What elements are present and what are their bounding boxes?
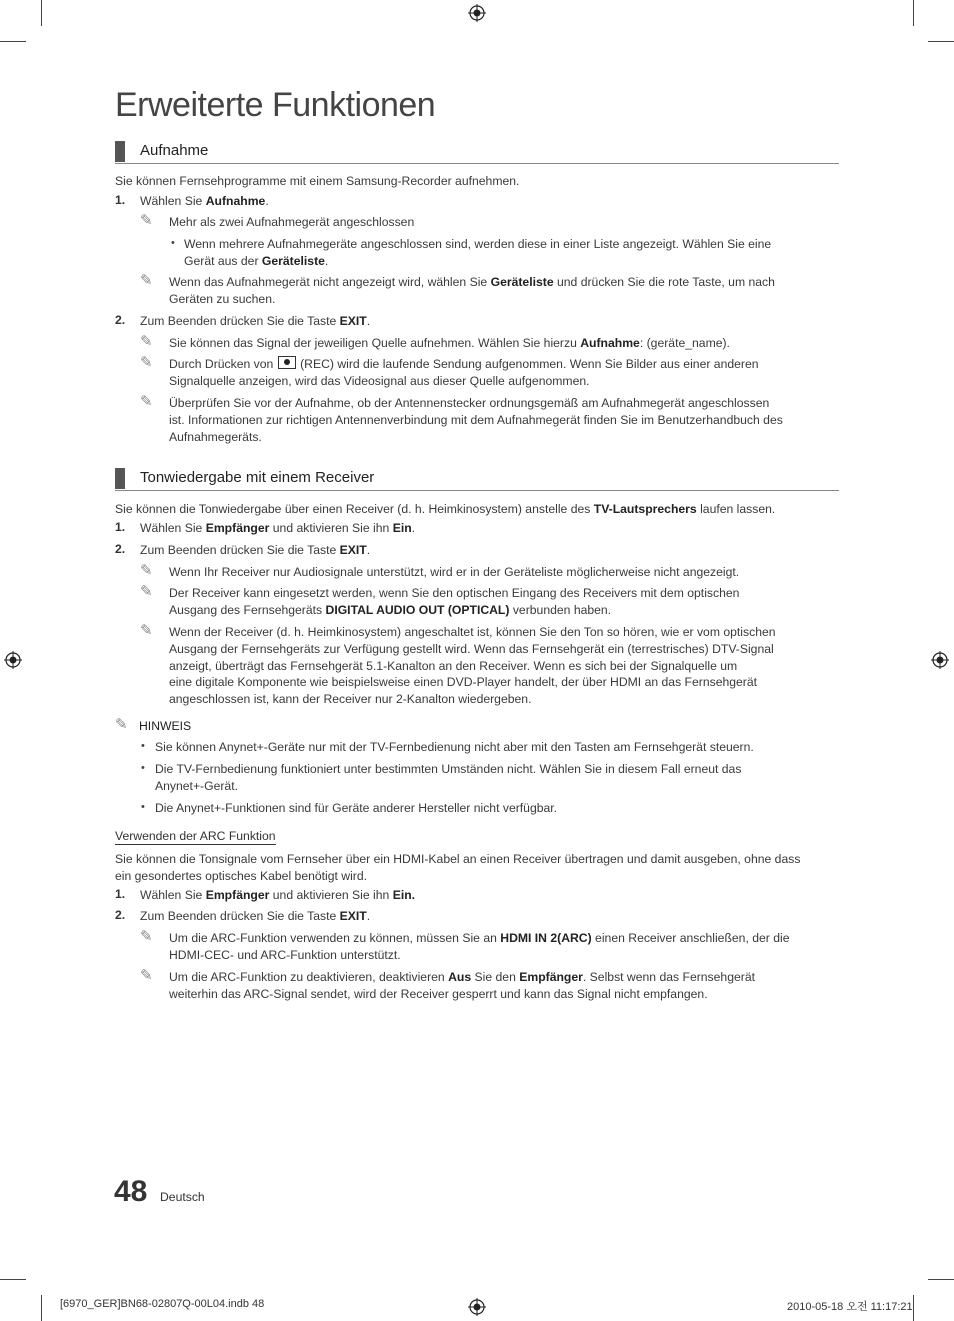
hinweis-label: HINWEIS (139, 719, 192, 733)
section-heading-tonwiedergabe (115, 468, 839, 491)
note-pencil-icon: ✎ (140, 967, 153, 984)
note-pencil-icon: ✎ (140, 622, 153, 639)
note-pencil-icon: ✎ (140, 928, 153, 945)
note-text: Der Receiver kann eingesetzt werden, wenn Sie den optischen Eingang des Receivers mit dem optischen Ausgang des Fernsehgeräts DIGITAL AUDIO OUT (OPTICAL) verbunden haben. (169, 586, 740, 617)
crop-mark (913, 1295, 914, 1321)
intro-text: Sie können die Tonsignale vom Fernseher über ein HDMI-Kabel an einen Receiver übertragen und damit ausgeben, ohne dass ein gesondertes optisches Kabel benötigt wird. (115, 852, 801, 883)
crop-mark (913, 0, 914, 26)
bullet-icon: • (141, 762, 145, 774)
heading-bar (115, 468, 125, 489)
crop-mark (0, 41, 26, 42)
intro-text: Sie können Fernsehprogramme mit einem Samsung-Recorder aufnehmen. (115, 174, 520, 188)
note-pencil-icon: ✎ (115, 716, 128, 733)
step-text: Zum Beenden drücken Sie die Taste EXIT. (140, 909, 371, 923)
heading-text: Tonwiedergabe mit einem Receiver (140, 469, 375, 486)
step-number: 1. (115, 520, 126, 534)
bullet-text: Die Anynet+-Funktionen sind für Geräte anderer Hersteller nicht verfügbar. (155, 801, 558, 815)
step-number: 1. (115, 887, 126, 901)
note-text: Überprüfen Sie vor der Aufnahme, ob der Antennenstecker ordnungsgemäß am Aufnahmegerät angeschlossen ist. Informationen zur richtigen Antennenverbindung mit dem Aufnahmegerät finden Sie im Benutzerhandbuch des Aufnahmegeräts. (169, 396, 783, 444)
crop-mark (41, 0, 42, 26)
note-text: Wenn das Aufnahmegerät nicht angezeigt wird, wählen Sie Geräteliste und drücken Sie die rote Taste, um nach Geräten zu suchen. (169, 275, 775, 306)
step-text: Wählen Sie Empfänger und aktivieren Sie ihn Ein. (140, 521, 416, 535)
crop-mark (41, 1295, 42, 1321)
registration-mark-icon (468, 1298, 486, 1316)
note-pencil-icon: ✎ (140, 562, 153, 579)
note-text: Wenn Ihr Receiver nur Audiosignale unterstützt, wird er in der Geräteliste möglicherweise nicht angezeigt. (169, 565, 740, 579)
note-text: Wenn der Receiver (d. h. Heimkinosystem) angeschaltet ist, können Sie den Ton so hören, wie er vom optischen Ausgang der Fernsehgeräts zur Verfügung gestellt wird. Wenn das Fernsehgerät ein (terrestrisches) DTV-Signal anzeigt, überträgt das Fernsehgerät 5.1-Kanalton an den Receiver. Wenn es sich bei der Signalquelle um eine digitale Komponente wie beispielsweise einen DVD-Player handelt, der über HDMI an das Fernsehgerät angeschlossen ist, kann der Receiver nur 2-Kanalton wiedergeben. (169, 625, 776, 707)
language-label: Deutsch (160, 1190, 205, 1204)
bullet-icon: • (141, 801, 145, 813)
note-pencil-icon: ✎ (140, 393, 153, 410)
registration-mark-icon (468, 4, 486, 22)
registration-mark-icon (4, 651, 22, 669)
bullet-icon: • (141, 740, 145, 752)
note-text: Um die ARC-Funktion zu deaktivieren, deaktivieren Aus Sie den Empfänger. Selbst wenn das Fernsehgerät weiterhin das ARC-Signal sendet, wird der Receiver gesperrt und kann das Signal nicht empfangen. (169, 970, 755, 1001)
note-text: Mehr als zwei Aufnahmegerät angeschlossen (169, 215, 415, 229)
note-text: Durch Drücken von (REC) wird die laufende Sendung aufgenommen. Wenn Sie Bilder aus einer anderen Signalquelle anzeigen, wird das Videosignal aus dieser Quelle aufgenommen. (169, 357, 759, 388)
bullet-icon: • (171, 237, 175, 249)
bullet-text: Wenn mehrere Aufnahmegeräte angeschlossen sind, werden diese in einer Liste angezeigt. Wählen Sie eine Gerät aus der Geräteliste. (184, 237, 772, 268)
bullet-text: Sie können Anynet+-Geräte nur mit der TV-Fernbedienung nicht aber mit den Tasten am Fernsehgerät steuern. (155, 740, 754, 754)
step-number: 2. (115, 313, 126, 327)
note-pencil-icon: ✎ (140, 212, 153, 229)
note-text: Sie können das Signal der jeweiligen Quelle aufnehmen. Wählen Sie hierzu Aufnahme: (geräte_name). (169, 336, 730, 350)
crop-mark (0, 1279, 26, 1280)
registration-mark-icon (931, 651, 949, 669)
print-file-info: [6970_GER]BN68-02807Q-00L04.indb 48 (60, 1298, 265, 1310)
crop-mark (928, 1279, 954, 1280)
intro-text: Sie können die Tonwiedergabe über einen Receiver (d. h. Heimkinosystem) anstelle des TV-Lautsprechers laufen lassen. (115, 502, 776, 516)
note-pencil-icon: ✎ (140, 333, 153, 350)
print-timestamp: 2010-05-18 오전 11:17:21 (787, 1301, 913, 1313)
step-text: Zum Beenden drücken Sie die Taste EXIT. (140, 543, 371, 557)
note-pencil-icon: ✎ (140, 583, 153, 600)
subsection-heading-arc: Verwenden der ARC Funktion (115, 829, 276, 843)
rec-button-icon (278, 356, 296, 369)
step-text: Wählen Sie Aufnahme. (140, 194, 269, 208)
page-number: 48 (114, 1175, 148, 1208)
note-pencil-icon: ✎ (140, 354, 153, 371)
step-number: 2. (115, 542, 126, 556)
bullet-text: Die TV-Fernbedienung funktioniert unter bestimmten Umständen nicht. Wählen Sie in diesem Fall erneut das Anynet+-Gerät. (155, 762, 742, 793)
page-title: Erweiterte Funktionen (115, 86, 436, 124)
section-heading-aufnahme (115, 141, 839, 164)
step-number: 2. (115, 908, 126, 922)
note-text: Um die ARC-Funktion verwenden zu können, müssen Sie an HDMI IN 2(ARC) einen Receiver anschließen, der die HDMI-CEC- und ARC-Funktion unterstützt. (169, 931, 790, 962)
heading-bar (115, 141, 125, 162)
crop-mark (928, 41, 954, 42)
step-text: Zum Beenden drücken Sie die Taste EXIT. (140, 314, 371, 328)
note-pencil-icon: ✎ (140, 272, 153, 289)
step-text: Wählen Sie Empfänger und aktivieren Sie ihn Ein. (140, 888, 416, 902)
step-number: 1. (115, 193, 126, 207)
heading-text: Aufnahme (140, 142, 209, 159)
